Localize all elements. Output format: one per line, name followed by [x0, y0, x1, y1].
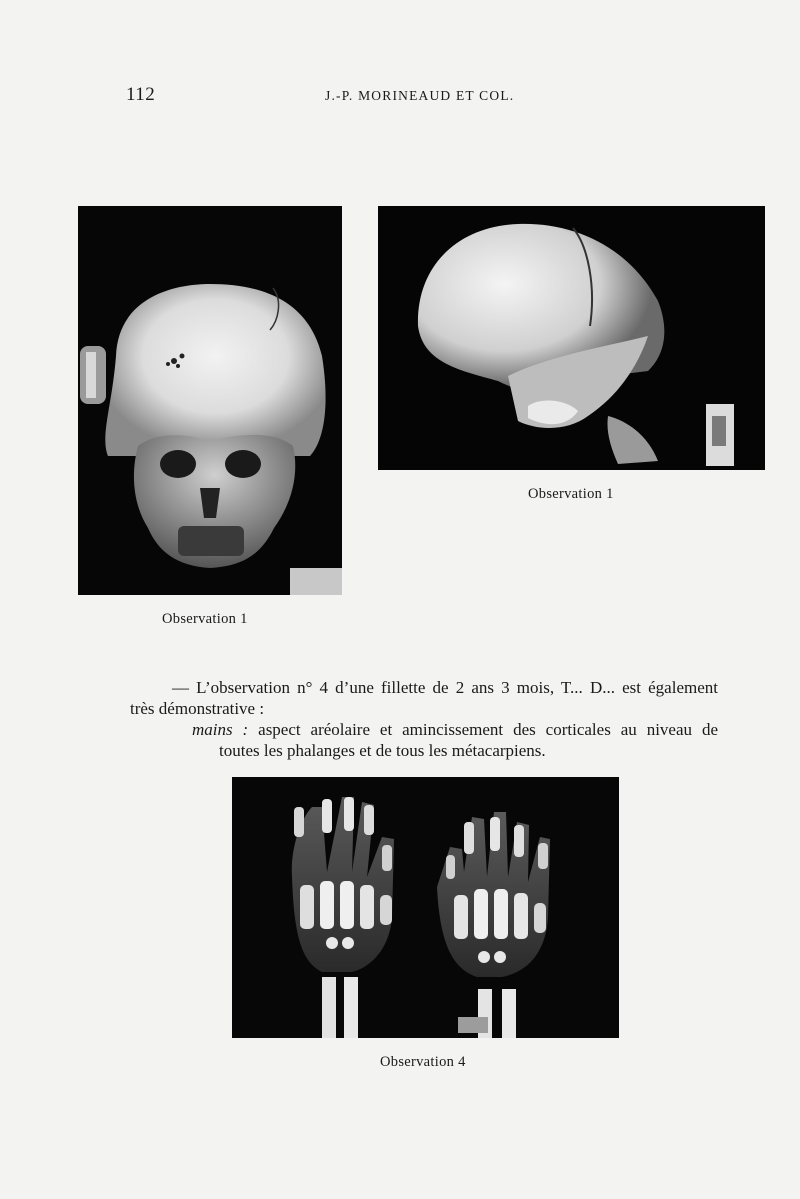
figure-caption-skull-frontal: Observation 1	[162, 611, 248, 627]
hands-xray-image	[232, 777, 619, 1038]
figure-caption-skull-lateral: Observation 1	[528, 486, 614, 502]
page-number: 112	[126, 84, 156, 105]
running-head: J.-P. MORINEAUD ET COL.	[325, 88, 515, 103]
skull-lateral-xray-image	[378, 206, 765, 470]
body-text-line: très démonstrative :	[130, 699, 265, 718]
term-description: aspect aréolaire et amincissement des corticales au niveau de	[248, 720, 719, 739]
term-label: mains :	[192, 720, 249, 739]
figure-caption-hands: Observation 4	[380, 1054, 466, 1070]
body-text-line: toutes les phalanges et de tous les métacarpiens.	[219, 741, 546, 760]
body-text-line: — L’observation n° 4 d’une fillette de 2 ans 3 mois, T... D... est également	[172, 678, 718, 697]
skull-frontal-xray-image	[78, 206, 342, 595]
body-text-line	[192, 719, 718, 740]
